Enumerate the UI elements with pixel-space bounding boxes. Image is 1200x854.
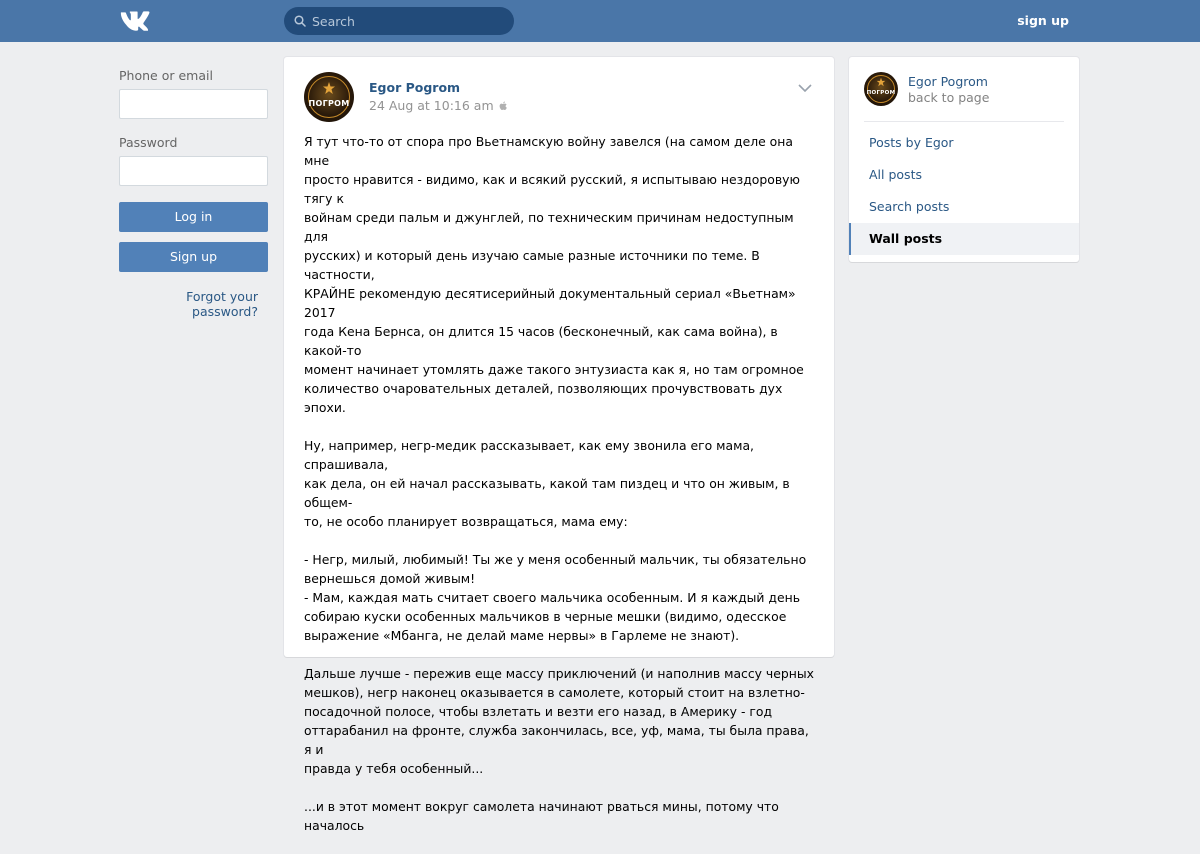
chevron-down-icon[interactable] [798, 84, 812, 92]
avatar[interactable] [304, 72, 354, 122]
menu-item-wall-posts[interactable]: Wall posts [849, 223, 1079, 255]
post-text [304, 132, 814, 854]
wall-post [284, 57, 834, 833]
post-date-text: 24 Aug at 10:16 am [369, 98, 494, 113]
password-label: Password [119, 135, 178, 150]
avatar-text: ПОГРОМ [866, 90, 896, 96]
header-signup-link[interactable]: sign up [1017, 13, 1069, 28]
forgot-password-link[interactable]: Forgot your password? [186, 289, 258, 319]
avatar-text: ПОГРОМ [308, 99, 350, 108]
post-paragraph: Ну, например, негр-медик рассказывает, как ему звонила его мама, спрашивала, как дела, он ей начал рассказывать, какой там пиздец и что он живым, в общем- то, не особо планирует возвращаться, мама ему: [304, 438, 790, 529]
search-box[interactable] [284, 7, 514, 35]
login-form [119, 68, 268, 319]
back-to-page-link[interactable]: back to page [908, 90, 990, 105]
side-menu-card [849, 57, 1079, 262]
side-author-link[interactable]: Egor Pogrom [908, 74, 988, 89]
post-date[interactable] [369, 98, 507, 113]
side-menu [849, 127, 1079, 255]
post-paragraph: - Негр, милый, любимый! Ты же у меня особенный мальчик, ты обязательно вернешься домой живым! - Мам, каждая мать считает своего мальчика особенным. И я каждый день собираю куски особенных мальчиков в черные мешки (видимо, одесское выражение «Мбанга, не делай маме нервы» в Гарлеме не знают). [304, 552, 807, 643]
crown-icon [876, 77, 886, 87]
post-paragraph: Я тут что-то от спора про Вьетнамскую войну завелся (на самом деле она мне просто нравится - видимо, как и всякий русский, я испытываю нездоровую тягу к войнам среди пальм и джунглей, по техническим причинам недоступным для русских) и который день изучаю самые разные источники по теме. В частности, КРАЙНЕ рекомендую десятисерийный документальный сериал «Вьетнам» 2017 года Кена Бернса, он длится 15 часов (бесконечный, как сама война), в какой-то момент начинает утомлять даже такого энтузиаста как я, но там огромное количество очаровательных деталей, позволяющих прочувствовать дух эпохи. [304, 134, 804, 415]
post-paragraph: ...и в этот момент вокруг самолета начинают рваться мины, потому что началось [304, 799, 779, 833]
login-button[interactable]: Log in [119, 202, 268, 232]
crown-icon [322, 81, 336, 95]
side-avatar[interactable] [864, 72, 898, 106]
menu-item-search-posts[interactable]: Search posts [869, 199, 950, 214]
search-icon [294, 15, 306, 27]
vk-logo-icon[interactable] [119, 11, 152, 31]
search-input[interactable] [312, 7, 507, 35]
apple-icon [499, 101, 507, 111]
top-bar [0, 0, 1200, 42]
password-input[interactable] [119, 156, 268, 186]
post-author-link[interactable]: Egor Pogrom [369, 80, 461, 95]
menu-item-all-posts[interactable]: All posts [869, 167, 922, 182]
post-paragraph: Дальше лучше - пережив еще массу приключений (и наполнив массу черных мешков), негр наконец оказывается в самолете, который стоит на взлетно- посадочной полосе, чтобы взлетать и везти его назад, в Америку - год оттарабанил на фронте, служба закончилась, все, уф, мама, ты была права, я и правда у тебя особенный... [304, 666, 814, 776]
divider [864, 121, 1064, 122]
signup-button[interactable]: Sign up [119, 242, 268, 272]
menu-item-posts-by-egor[interactable]: Posts by Egor [869, 135, 954, 150]
phone-label: Phone or email [119, 68, 213, 83]
phone-input[interactable] [119, 89, 268, 119]
